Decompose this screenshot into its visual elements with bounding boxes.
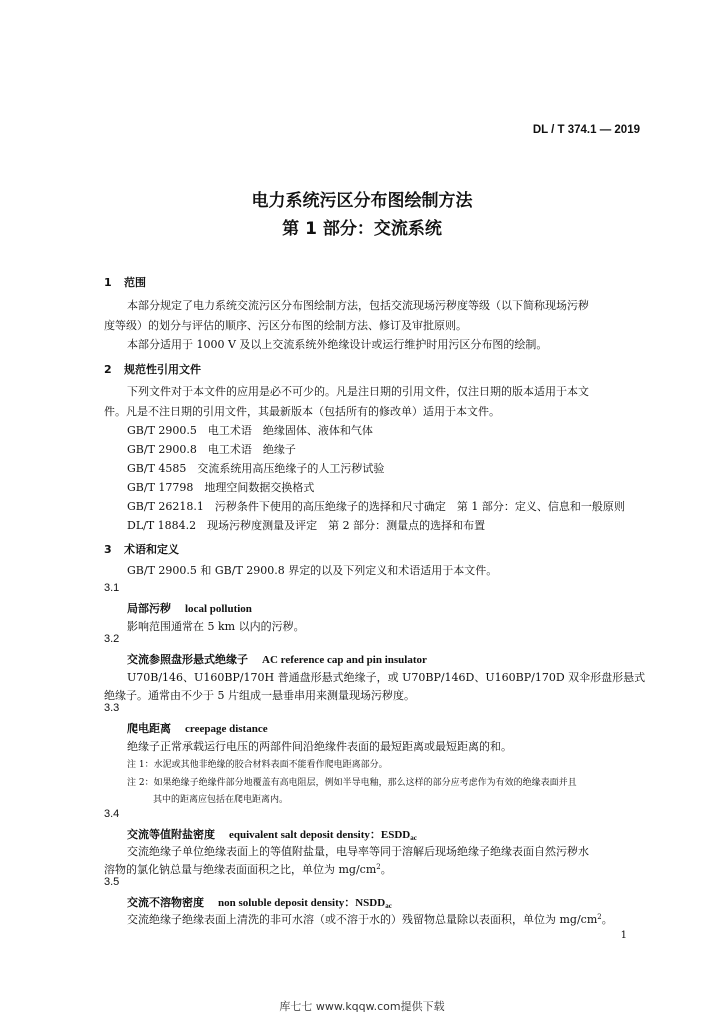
page-number: 1 xyxy=(620,930,627,941)
term-en: local pollution xyxy=(185,603,252,615)
section-title: 术语和定义 xyxy=(124,543,179,556)
section-title: 范围 xyxy=(124,276,146,289)
term-en-text: non soluble deposit density：NSDD xyxy=(218,897,386,909)
term-en: creepage distance xyxy=(185,723,268,735)
term-heading xyxy=(127,826,417,842)
subscript: ac xyxy=(385,902,392,910)
section-3-heading xyxy=(104,541,179,557)
term-definition: 绝缘子正常承载运行电压的两部件间沿绝缘件表面的最短距离或最短距离的和。 xyxy=(127,740,512,753)
section-title: 规范性引用文件 xyxy=(124,363,201,376)
paragraph: GB/T 2900.5 和 GB/T 2900.8 界定的以及下列定义和术语适用于本文件。 xyxy=(127,564,498,577)
term-cn: 爬电距离 xyxy=(127,722,171,735)
section-number: 3 xyxy=(104,543,112,556)
section-1-heading xyxy=(104,274,146,290)
term-en-text: equivalent salt deposit density：ESDD xyxy=(229,829,411,841)
clause-number: 3.2 xyxy=(104,633,120,645)
definition-end: 。 xyxy=(601,913,613,926)
reference-item: GB/T 2900.5 电工术语 绝缘固体、液体和气体 xyxy=(127,424,373,437)
clause-number: 3.4 xyxy=(104,808,120,820)
section-number: 1 xyxy=(104,276,112,289)
term-heading xyxy=(127,600,252,616)
term-heading xyxy=(127,651,427,667)
term-definition: U70B/146、U160BP/170H 普通盘形悬式绝缘子，或 U70BP/146D、U160BP/170D 双伞形盘形悬式 xyxy=(127,671,646,684)
paragraph: 本部分适用于 1000 V 及以上交流系统外绝缘设计或运行维护时用污区分布图的绘制。 xyxy=(127,338,548,351)
footer-watermark: 库七七 www.kqqw.com提供下载 xyxy=(279,1000,445,1013)
definition-text: 交流绝缘子绝缘表面上清洗的非可水溶（或不溶于水的）残留物总量除以表面积，单位为 mg/cm xyxy=(127,913,598,926)
reference-item: GB/T 26218.1 污秽条件下使用的高压绝缘子的选择和尺寸确定 第 1 部分：定义、信息和一般原则 xyxy=(127,500,625,513)
note: 注 2：如果绝缘子绝缘件部分地覆盖有高电阻层，例如半导电釉，那么这样的部分应考虑作为有效的绝缘表面并且 xyxy=(127,778,577,788)
superscript: 2 xyxy=(376,863,381,871)
paragraph: 度等级）的划分与评估的顺序、污区分布图的绘制方法、修订及审批原则。 xyxy=(104,319,467,332)
term-definition xyxy=(104,861,392,877)
clause-number: 3.5 xyxy=(104,876,120,888)
document-subtitle: 第 1 部分：交流系统 xyxy=(282,219,442,239)
term-definition: 绝缘子。通常由不少于 5 片组成一悬垂串用来测量现场污秽度。 xyxy=(104,689,415,702)
term-cn: 局部污秽 xyxy=(127,602,171,615)
term-cn: 交流参照盘形悬式绝缘子 xyxy=(127,653,248,666)
paragraph: 本部分规定了电力系统交流污区分布图绘制方法，包括交流现场污秽度等级（以下简称现场污秽 xyxy=(127,299,589,312)
term-en: AC reference cap and pin insulator xyxy=(262,654,427,666)
term-definition xyxy=(127,911,613,927)
term-definition: 交流绝缘子单位绝缘表面上的等值附盐量，电导率等同于溶解后现场绝缘子绝缘表面自然污秽水 xyxy=(127,845,589,858)
subscript: ac xyxy=(410,834,417,842)
paragraph: 件。凡是不注日期的引用文件，其最新版本（包括所有的修改单）适用于本文件。 xyxy=(104,405,500,418)
section-2-heading xyxy=(104,361,201,377)
term-heading xyxy=(127,894,392,910)
reference-item: DL/T 1884.2 现场污秽度测量及评定 第 2 部分：测量点的选择和布置 xyxy=(127,519,486,532)
term-cn: 交流等值附盐密度 xyxy=(127,828,215,841)
term-heading xyxy=(127,720,268,736)
clause-number: 3.3 xyxy=(104,702,120,714)
term-cn: 交流不溶物密度 xyxy=(127,896,204,909)
clause-number: 3.1 xyxy=(104,582,120,594)
section-number: 2 xyxy=(104,363,112,376)
reference-item: GB/T 17798 地理空间数据交换格式 xyxy=(127,481,315,494)
superscript: 2 xyxy=(597,913,602,921)
term-en xyxy=(218,897,392,909)
term-definition: 影响范围通常在 5 km 以内的污秽。 xyxy=(127,620,305,633)
standard-number: DL / T 374.1 — 2019 xyxy=(532,124,640,136)
definition-end: 。 xyxy=(380,863,392,876)
reference-item: GB/T 4585 交流系统用高压绝缘子的人工污秽试验 xyxy=(127,462,385,475)
term-en xyxy=(229,829,417,841)
reference-item: GB/T 2900.8 电工术语 绝缘子 xyxy=(127,443,296,456)
document-title: 电力系统污区分布图绘制方法 xyxy=(251,191,473,211)
definition-text: 溶物的氯化钠总量与绝缘表面面积之比，单位为 mg/cm xyxy=(104,863,377,876)
note: 注 1：水泥或其他非绝缘的胶合材料表面不能看作爬电距离部分。 xyxy=(127,760,388,770)
note: 其中的距离应包括在爬电距离内。 xyxy=(153,795,289,805)
paragraph: 下列文件对于本文件的应用是必不可少的。凡是注日期的引用文件，仅注日期的版本适用于本文 xyxy=(127,385,589,398)
